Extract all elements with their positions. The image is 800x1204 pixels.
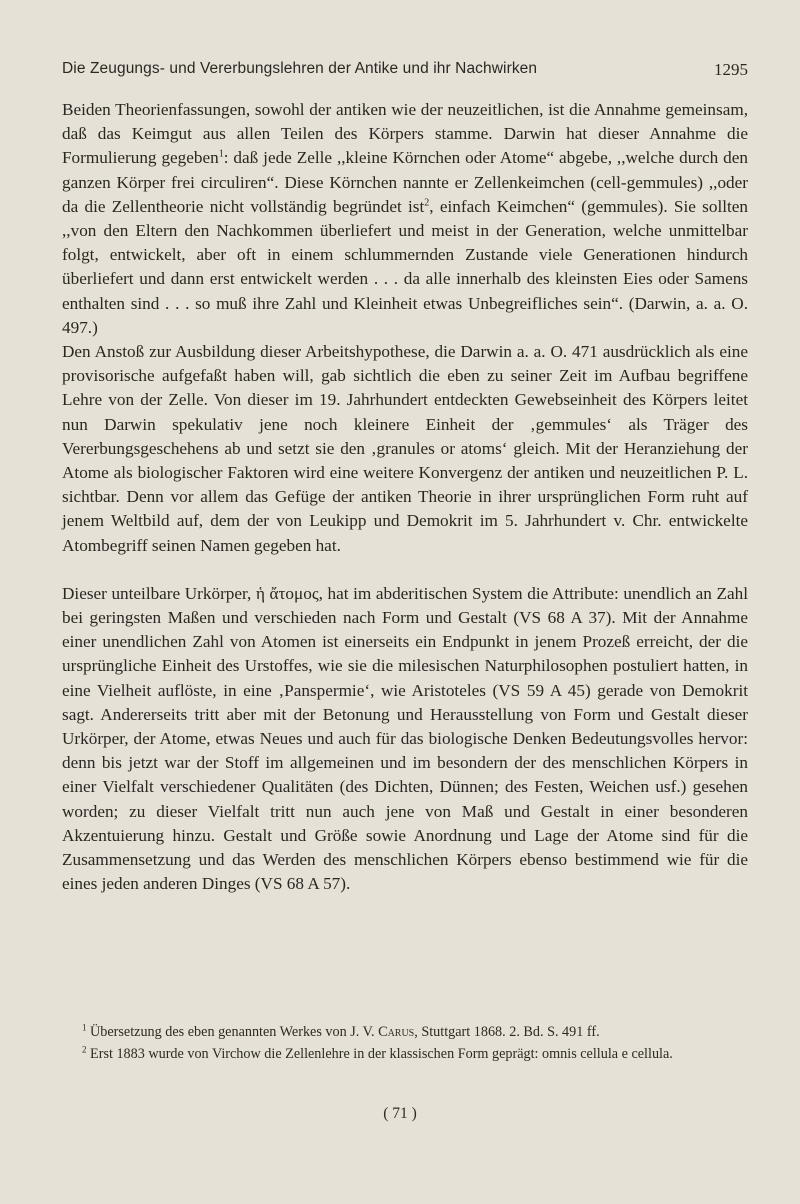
body-text: [62, 98, 748, 897]
running-head-title: Die Zeugungs- und Vererbungslehren der Antike und ihr Nachwirken: [62, 60, 538, 77]
footnote-2-text: Erst 1883 wurde von Virchow die Zellenlehre in der klassischen Form geprägt: omnis cellula e cellula.: [90, 1046, 673, 1062]
footnote-marker-2: 2: [82, 1044, 87, 1055]
footnote-ref-2: 2: [424, 197, 430, 209]
footnotes: [62, 1022, 748, 1066]
footnote-ref-1: 1: [218, 148, 224, 160]
footnote-1: [62, 1022, 748, 1042]
running-head: [62, 60, 748, 88]
footnote-2: [62, 1044, 748, 1064]
footnote-1-author: Carus: [378, 1024, 415, 1040]
paragraph-2: Den Anstoß zur Ausbildung dieser Arbeitshypothese, die Darwin a. a. O. 471 ausdrücklich als eine provisorische aufgefaßt haben will, gab sichtlich die eben zu seiner Zeit im Aufbau begriffene Lehre von der Zelle. Von dieser im 19. Jahrhundert entdeckten Gewebseinheit des Körpers leitet nun Darwin spekulativ jene noch kleinere Einheit der ‚gemmules‘ als Träger des Vererbungsgeschehens ab und setzt sie den ‚granules or atoms‘ gleich. Mit der Heranziehung der Atome als biologischer Faktoren wird eine weitere Konvergenz der antiken und neuzeitlichen P. L. sichtbar. Denn vor allem das Gefüge der antiken Theorie in ihrer ursprünglichen Form ruht auf jenem Weltbild auf, dem der von Leukipp und Demokrit im 5. Jahrhundert v. Chr. entwickelte Atombegriff seinen Namen gegeben hat.: [62, 342, 748, 555]
paragraph-1: [62, 98, 748, 340]
footnote-marker-1: 1: [82, 1022, 87, 1033]
running-head-page-number: 1295: [714, 60, 748, 79]
footnote-1-text-b: , Stuttgart 1868. 2. Bd. S. 491 ff.: [414, 1024, 600, 1040]
footnote-1-text-a: Übersetzung des eben genannten Werkes von J. V.: [90, 1024, 379, 1040]
folio-page-number: ( 71 ): [383, 1105, 417, 1122]
paragraph-1-part-a: Beiden Theorienfassungen, sowohl der antiken wie der neuzeitlichen, ist die Annahme gemeinsam, daß das Keimgut aus allen Teilen des Körpers stamme. Darwin hat dieser Annahme die Formulierung gegeben: [62, 100, 748, 168]
paragraph-3: Dieser unteilbare Urkörper, ἡ ἄτομος, hat im abderitischen System die Attribute: unendlich an Zahl bei geringsten Maßen und verschieden nach Form und Gestalt (VS 68 A 37). Mit der Annahme einer unendlichen Zahl von Atomen ist einerseits ein Endpunkt in jenem Prozeß erreicht, der die ursprüngliche Einheit des Urstoffes, wie sie die milesischen Naturphilosophen postuliert hatten, in eine Vielheit auflöste, in eine ‚Panspermie‘, wie Aristoteles (VS 59 A 45) gerade von Demokrit sagt. Andererseits tritt aber mit der Betonung und Herausstellung von Form und Gestalt dieser Urkörper, der Atome, etwas Neues und auch für das biologische Denken Bedeutungsvolles hervor: denn bis jetzt war der Stoff im allgemeinen und im besondern der des menschlichen Körpers in einer Vielfalt verschiedener Qualitäten (des Dichten, Dünnen; des Festen, Weichen usf.) gesehen worden; zu dieser Vielfalt tritt nun auch jene von Maß und Gestalt in einer besonderen Akzentuierung hinzu. Gestalt und Größe sowie Anordnung und Lage der Atome sind für die Zusammensetzung und das Werden des menschlichen Körpers ebenso bestimmend wie für die eines jeden anderen Dinges (VS 68 A 57).: [62, 583, 748, 894]
paragraph-1-part-b: : daß jede Zelle ,,kleine Körnchen oder Atome“ abgebe, ,,welche durch den ganzen Körper frei circuliren“. Diese Körnchen nannte er Zellenkeimchen (cell-gemmules) ,,oder da die Zellentheorie nicht vollständig begründet ist: [62, 148, 748, 216]
paragraph-1-part-c: , einfach Keimchen“ (gemmules). Sie sollten ,,von den Eltern den Nachkommen überliefert und meist in der Generation, welche unmittelbar folgt, entwickelt, aber oft in einem schlummernden Zustande viele Generationen hindurch überliefert und dann erst entwickelt werden . . . da alle innerhalb des kleinsten Eies oder Samens enthalten sind . . . so muß ihre Zahl und Kleinheit etwas Unbegreifliches sein“. (Darwin, a. a. O. 497.): [62, 196, 748, 337]
